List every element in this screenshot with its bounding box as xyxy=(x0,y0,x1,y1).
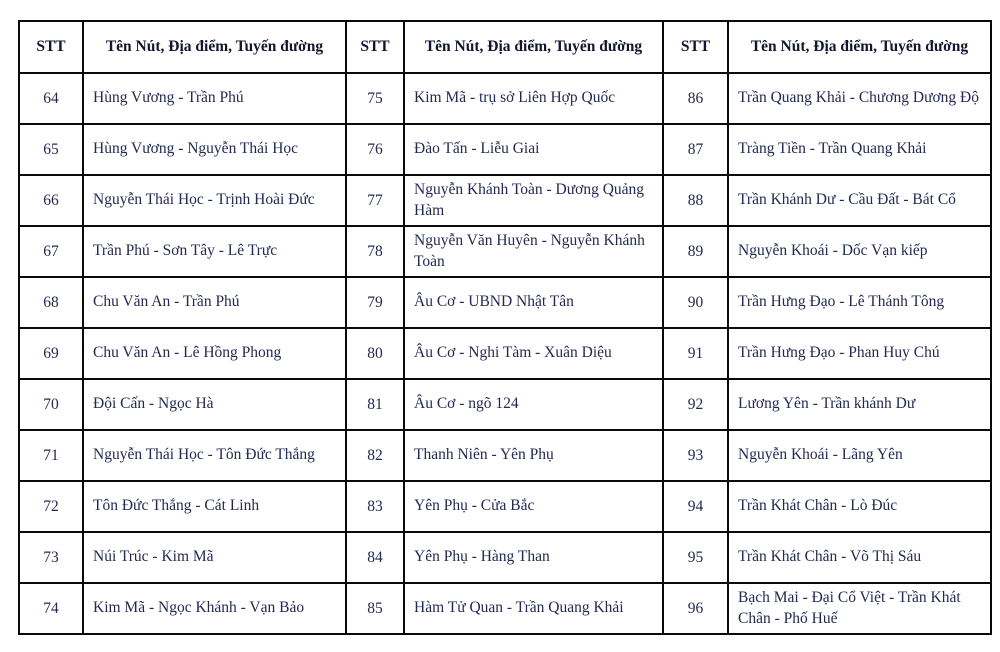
row-number: 87 xyxy=(663,124,728,175)
row-name: Tràng Tiền - Trần Quang Khải xyxy=(728,124,991,175)
row-number: 96 xyxy=(663,583,728,634)
table-row xyxy=(19,73,991,124)
row-name: Hùng Vương - Trần Phú xyxy=(83,73,346,124)
row-name: Nguyễn Khoái - Lãng Yên xyxy=(728,430,991,481)
row-number: 82 xyxy=(346,430,404,481)
row-number: 78 xyxy=(346,226,404,277)
row-number: 76 xyxy=(346,124,404,175)
row-number: 94 xyxy=(663,481,728,532)
row-number: 93 xyxy=(663,430,728,481)
table-row xyxy=(19,379,991,430)
row-name: Nguyễn Thái Học - Trịnh Hoài Đức xyxy=(83,175,346,226)
row-name: Hàm Tử Quan - Trần Quang Khải xyxy=(404,583,663,634)
row-name: Chu Văn An - Trần Phú xyxy=(83,277,346,328)
row-name: Trần Hưng Đạo - Lê Thánh Tông xyxy=(728,277,991,328)
header-stt-3: STT xyxy=(663,21,728,73)
row-number: 66 xyxy=(19,175,83,226)
row-number: 71 xyxy=(19,430,83,481)
row-name: Chu Văn An - Lê Hồng Phong xyxy=(83,328,346,379)
traffic-nodes-table-wrap xyxy=(18,20,990,631)
row-number: 86 xyxy=(663,73,728,124)
row-name: Trần Phú - Sơn Tây - Lê Trực xyxy=(83,226,346,277)
table-row xyxy=(19,481,991,532)
row-number: 92 xyxy=(663,379,728,430)
row-number: 89 xyxy=(663,226,728,277)
row-name: Kim Mã - trụ sở Liên Hợp Quốc xyxy=(404,73,663,124)
table-row xyxy=(19,226,991,277)
traffic-nodes-table xyxy=(18,20,992,635)
table-row xyxy=(19,175,991,226)
row-number: 65 xyxy=(19,124,83,175)
row-number: 90 xyxy=(663,277,728,328)
row-number: 88 xyxy=(663,175,728,226)
header-stt-2: STT xyxy=(346,21,404,73)
header-name-1: Tên Nút, Địa điểm, Tuyến đường xyxy=(83,21,346,73)
row-name: Trần Khát Chân - Lò Đúc xyxy=(728,481,991,532)
row-name: Trần Hưng Đạo - Phan Huy Chú xyxy=(728,328,991,379)
row-number: 69 xyxy=(19,328,83,379)
row-name: Thanh Niên - Yên Phụ xyxy=(404,430,663,481)
header-stt-1: STT xyxy=(19,21,83,73)
row-name: Nguyễn Khoái - Dốc Vạn kiếp xyxy=(728,226,991,277)
row-number: 72 xyxy=(19,481,83,532)
table-header-row xyxy=(19,21,991,73)
row-name: Tôn Đức Thắng - Cát Linh xyxy=(83,481,346,532)
row-name: Bạch Mai - Đại Cổ Việt - Trần Khát Chân - Phố Huế xyxy=(728,583,991,634)
row-name: Trần Khánh Dư - Cầu Đất - Bát Cổ xyxy=(728,175,991,226)
row-number: 64 xyxy=(19,73,83,124)
row-name: Âu Cơ - Nghi Tàm - Xuân Diệu xyxy=(404,328,663,379)
row-name: Âu Cơ - ngõ 124 xyxy=(404,379,663,430)
row-number: 77 xyxy=(346,175,404,226)
row-name: Kim Mã - Ngọc Khánh - Vạn Bảo xyxy=(83,583,346,634)
row-number: 73 xyxy=(19,532,83,583)
row-name: Đào Tấn - Liễu Giai xyxy=(404,124,663,175)
row-number: 95 xyxy=(663,532,728,583)
row-number: 68 xyxy=(19,277,83,328)
row-number: 81 xyxy=(346,379,404,430)
table-row xyxy=(19,532,991,583)
header-name-2: Tên Nút, Địa điểm, Tuyến đường xyxy=(404,21,663,73)
table-row xyxy=(19,277,991,328)
row-number: 80 xyxy=(346,328,404,379)
row-name: Núi Trúc - Kim Mã xyxy=(83,532,346,583)
header-name-3: Tên Nút, Địa điểm, Tuyến đường xyxy=(728,21,991,73)
row-name: Đội Cấn - Ngọc Hà xyxy=(83,379,346,430)
row-name: Nguyễn Văn Huyên - Nguyễn Khánh Toàn xyxy=(404,226,663,277)
table-row xyxy=(19,430,991,481)
row-number: 91 xyxy=(663,328,728,379)
row-name: Âu Cơ - UBND Nhật Tân xyxy=(404,277,663,328)
row-number: 74 xyxy=(19,583,83,634)
row-number: 75 xyxy=(346,73,404,124)
table-row xyxy=(19,124,991,175)
row-name: Trần Quang Khải - Chương Dương Độ xyxy=(728,73,991,124)
row-name: Hùng Vương - Nguyễn Thái Học xyxy=(83,124,346,175)
row-number: 70 xyxy=(19,379,83,430)
row-number: 67 xyxy=(19,226,83,277)
row-name: Trần Khát Chân - Võ Thị Sáu xyxy=(728,532,991,583)
row-number: 85 xyxy=(346,583,404,634)
row-name: Nguyễn Khánh Toàn - Dương Quảng Hàm xyxy=(404,175,663,226)
row-number: 79 xyxy=(346,277,404,328)
row-name: Yên Phụ - Cửa Bắc xyxy=(404,481,663,532)
row-number: 84 xyxy=(346,532,404,583)
table-row xyxy=(19,328,991,379)
row-name: Lương Yên - Trần khánh Dư xyxy=(728,379,991,430)
row-name: Yên Phụ - Hàng Than xyxy=(404,532,663,583)
row-number: 83 xyxy=(346,481,404,532)
table-row xyxy=(19,583,991,634)
row-name: Nguyễn Thái Học - Tôn Đức Thắng xyxy=(83,430,346,481)
